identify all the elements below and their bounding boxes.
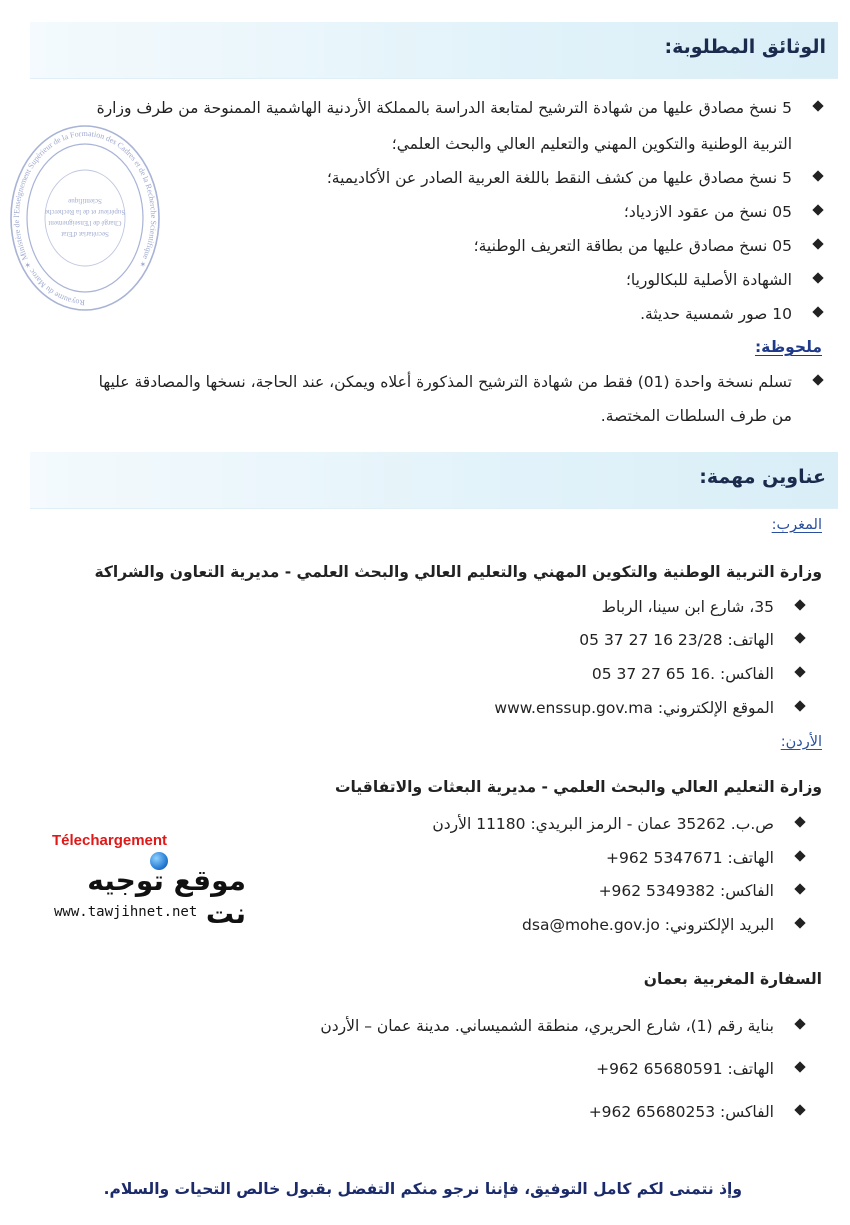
list-item <box>494 698 774 718</box>
website-label: الموقع الإلكتروني: <box>657 699 774 717</box>
jordan-ministry-name: وزارة التعليم العالي والبحث العلمي - مديرية البعثات والاتفاقيات <box>334 778 822 796</box>
svg-text:Secrétariat d'Etat: Secrétariat d'Etat <box>61 230 109 238</box>
list-item-text: 05 نسخ مصادق عليها من بطاقة التعريف الوطنية؛ <box>473 237 792 255</box>
watermark-arabic-text: موقع توجيه نت <box>87 864 246 930</box>
list-item <box>320 1016 774 1036</box>
bullet-diamond-icon <box>794 666 805 677</box>
svg-text:Scientifique: Scientifique <box>68 197 102 205</box>
note-continuation: من طرف السلطات المختصة. <box>600 407 792 425</box>
note-label: ملحوظة: <box>754 338 822 356</box>
list-item <box>589 1102 774 1122</box>
svg-text:Chargé de l'Enseignement: Chargé de l'Enseignement <box>48 219 122 227</box>
closing-remark: وإذ نتمنى لكم كامل التوفيق، فإننا نرجو منكم التفضل بقبول خالص التحيات والسلام. <box>103 1180 742 1198</box>
morocco-ministry-name: وزارة التربية الوطنية والتكوين المهني والتعليم العالي والبحث العلمي - مديرية التعاون والشراكة <box>94 563 822 581</box>
list-item-continuation: التربية الوطنية والتكوين المهني والتعليم العالي والبحث العلمي؛ <box>391 135 792 153</box>
list-item <box>474 236 792 256</box>
list-item <box>599 881 774 901</box>
note-item <box>99 372 792 392</box>
bullet-diamond-icon <box>794 1104 805 1115</box>
official-stamp <box>6 118 164 318</box>
list-item <box>606 848 774 868</box>
fax-label: الفاكس: <box>720 1103 774 1121</box>
phone-label: الهاتف: <box>727 631 774 649</box>
phone-label: الهاتف: <box>727 1060 774 1078</box>
morocco-website-link[interactable]: www.enssup.gov.ma <box>494 699 653 717</box>
addresses-header <box>30 452 838 509</box>
required-docs-heading: الوثائق المطلوبة: <box>664 36 826 58</box>
morocco-phone: 05 37 27 16 23/28 <box>579 631 723 649</box>
bullet-diamond-icon <box>794 883 805 894</box>
bullet-diamond-icon <box>794 1018 805 1029</box>
jordan-fax: +962 5349382 <box>598 882 716 900</box>
note-text: تسلم نسخة واحدة (01) فقط من شهادة الترشيح المذكورة أعلاه ويمكن، عند الحاجة، نسخها والمصادقة عليها <box>98 373 792 391</box>
bullet-diamond-icon <box>794 632 805 643</box>
phone-label: الهاتف: <box>727 849 774 867</box>
required-docs-header <box>30 22 838 79</box>
country-morocco-label: المغرب: <box>771 517 822 533</box>
fax-label: الفاكس: <box>720 665 774 683</box>
bullet-diamond-icon <box>812 306 823 317</box>
embassy-phone: +962 65680591 <box>596 1060 723 1078</box>
morocco-fax: 05 37 27 65 16. <box>591 665 716 683</box>
bullet-diamond-icon <box>794 599 805 610</box>
addresses-heading: عناوين مهمة: <box>699 466 826 488</box>
svg-text:Supérieur et de la Recherche: Supérieur et de la Recherche <box>44 208 126 216</box>
bullet-diamond-icon <box>794 1061 805 1072</box>
watermark-download-text: Télechargement <box>52 832 168 849</box>
list-item-text: 05 نسخ من عقود الازدياد؛ <box>623 203 792 221</box>
list-item <box>97 98 792 118</box>
watermark-logo <box>46 828 246 928</box>
svg-text:Royaume du Maroc ✶ Ministère d: Royaume du Maroc ✶ Ministère de l'Enseignement Supérieur de la Formation des Cadres et de la Recherche Scientifique ✶ <box>12 128 159 308</box>
email-label: البريد الإلكتروني: <box>664 916 774 934</box>
jordan-email-link[interactable]: dsa@mohe.gov.jo <box>522 916 660 934</box>
list-item <box>624 202 792 222</box>
embassy-title: السفارة المغربية بعمان <box>643 970 822 988</box>
list-item <box>596 1059 774 1079</box>
list-item <box>640 304 792 324</box>
bullet-diamond-icon <box>794 850 805 861</box>
list-item <box>327 168 792 188</box>
bullet-diamond-icon <box>812 374 823 385</box>
list-item <box>522 915 774 935</box>
bullet-diamond-icon <box>794 917 805 928</box>
embassy-fax: +962 65680253 <box>588 1103 716 1121</box>
morocco-address: 35، شارع ابن سينا، الرباط <box>601 598 774 616</box>
jordan-phone: +962 5347671 <box>606 849 723 867</box>
list-item-text: الشهادة الأصلية للبكالوريا؛ <box>625 271 792 289</box>
bullet-diamond-icon <box>812 238 823 249</box>
fax-label: الفاكس: <box>720 882 774 900</box>
bullet-diamond-icon <box>812 272 823 283</box>
list-item <box>592 664 774 684</box>
watermark-url: www.tawjihnet.net <box>54 904 198 920</box>
bullet-diamond-icon <box>794 700 805 711</box>
list-item-text: 5 نسخ مصادق عليها من كشف النقط باللغة العربية الصادر عن الأكاديمية؛ <box>326 169 792 187</box>
list-item <box>602 597 774 617</box>
country-jordan-label: الأردن: <box>780 734 822 750</box>
jordan-address: ص.ب. 35262 عمان - الرمز البريدي: 11180 الأردن <box>432 815 774 833</box>
list-item <box>432 814 774 834</box>
bullet-diamond-icon <box>812 204 823 215</box>
bullet-diamond-icon <box>812 100 823 111</box>
list-item-text: 10 صور شمسية حديثة. <box>640 305 792 323</box>
bullet-diamond-icon <box>812 170 823 181</box>
bullet-diamond-icon <box>794 816 805 827</box>
embassy-address: بناية رقم (1)، شارع الحريري، منطقة الشميساني. مدينة عمان – الأردن <box>320 1017 774 1035</box>
list-item <box>579 630 774 650</box>
list-item <box>626 270 792 290</box>
list-item-text: 5 نسخ مصادق عليها من شهادة الترشيح لمتابعة الدراسة بالمملكة الأردنية الهاشمية الممنوحة من طرف وزارة <box>96 99 792 117</box>
